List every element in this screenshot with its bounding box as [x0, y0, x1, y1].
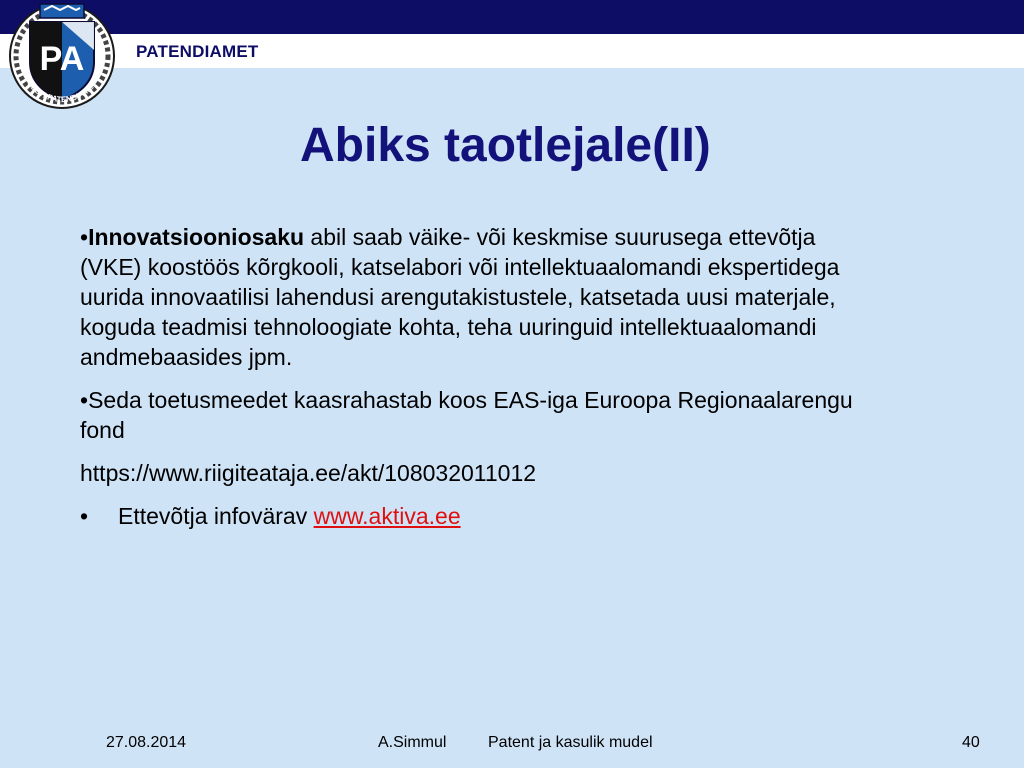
- aktiva-link[interactable]: www.aktiva.ee: [313, 503, 461, 529]
- slide-body: [80, 222, 880, 544]
- paragraph-innovation-voucher: [80, 222, 880, 372]
- bullet: •: [80, 387, 89, 413]
- paragraph-cofunding: [80, 385, 880, 445]
- term-innovatsiooniosaku: Innovatsiooniosaku: [88, 224, 305, 250]
- logo-ring-text: EESTI PATENDIAMET: [25, 79, 99, 105]
- bullet: •: [80, 503, 89, 529]
- paragraph-text: Ettevõtja infovärav: [118, 503, 314, 529]
- org-name: PATENDIAMET: [136, 42, 259, 61]
- logo-letters: PA: [39, 40, 85, 78]
- top-bar: [0, 0, 1024, 34]
- slide-title: Abiks taotlejale(II): [300, 119, 711, 172]
- patendiamet-logo: [0, 0, 126, 110]
- legal-act-url: https://www.riigiteataja.ee/akt/108032011012: [80, 460, 537, 486]
- paragraph-text: Seda toetusmeedet kaasrahastab koos EAS-iga Euroopa Regionaalarengu fond: [80, 387, 853, 443]
- footer-date: 27.08.2014: [106, 734, 187, 751]
- paragraph-text: abil saab väike- või keskmise suurusega ettevõtja (VKE) koostöös kõrgkooli, katselabori või intellektuaalomandi ekspertidega uurida innovaatilisi lahendusi arengutakistustele, katsetada uusi materjale, koguda teadmisi tehnoloogiate kohta, teha uuringuid intellektuaalomandi andmebaasides jpm.: [80, 224, 840, 370]
- footer-author: A.Simmul: [378, 734, 447, 751]
- footer-page-number: 40: [962, 734, 980, 751]
- bullet: •: [80, 224, 89, 250]
- paragraph-aktiva: [80, 501, 880, 531]
- footer-course: Patent ja kasulik mudel: [488, 734, 653, 751]
